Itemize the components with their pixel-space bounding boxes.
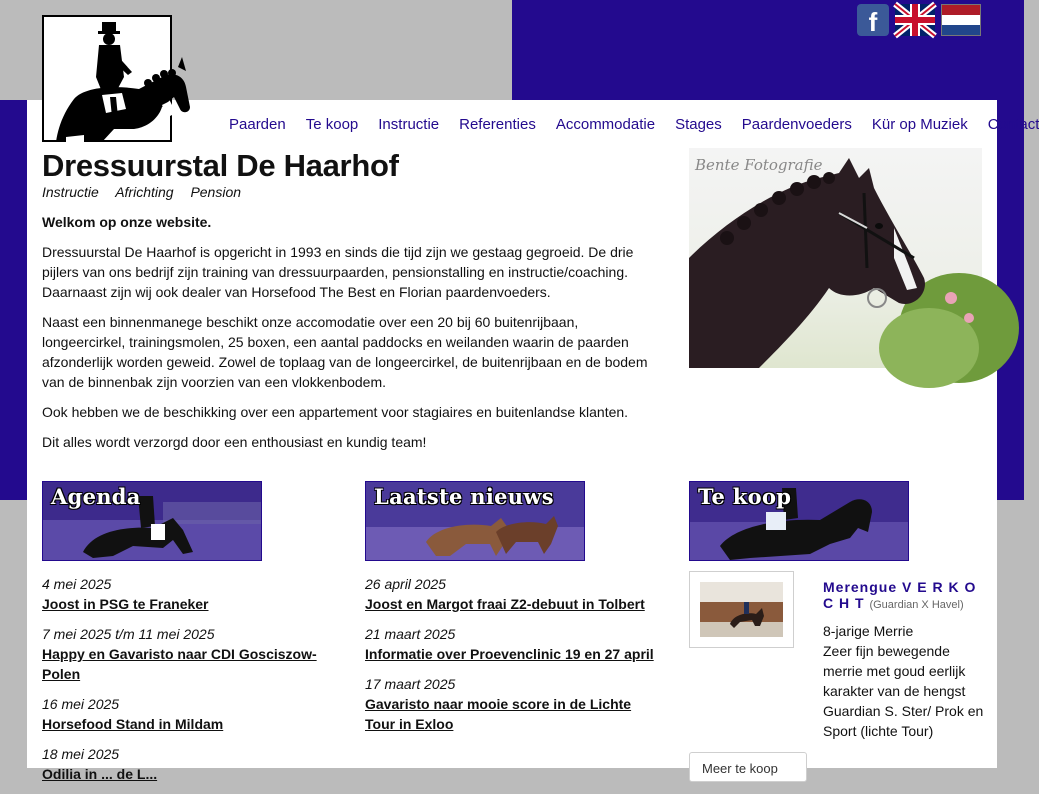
nav-item-paarden[interactable]: Paarden <box>229 116 286 133</box>
news-item <box>365 574 655 614</box>
intro-text <box>42 212 662 462</box>
news-link[interactable]: Gavaristo naar mooie score in de Lichte Tour in Exloo <box>365 696 632 732</box>
subtitle-africhting: Africhting <box>115 184 174 200</box>
nav-item-contact[interactable]: Contact <box>987 116 1039 133</box>
nav-item-instructie[interactable]: Instructie <box>378 116 440 133</box>
agenda-item <box>42 574 332 614</box>
agenda-banner-title: Agenda <box>51 484 141 509</box>
page-title: Dressuurstal De Haarhof <box>42 148 399 183</box>
sale-pedigree: (Guardian X Havel) <box>869 599 964 611</box>
page-subtitle <box>42 184 254 200</box>
sale-banner-title: Te koop <box>698 484 792 509</box>
news-list <box>365 574 655 734</box>
news-date: 17 maart 2025 <box>365 676 456 692</box>
agenda-link[interactable]: Happy en Gavaristo naar CDI Gosciszow-Polen <box>42 646 317 682</box>
subtitle-instructie: Instructie <box>42 184 99 200</box>
news-item <box>365 674 655 734</box>
nav-item-stages[interactable]: Stages <box>675 116 722 133</box>
news-date: 21 maart 2025 <box>365 626 456 642</box>
agenda-date: 4 mei 2025 <box>42 576 112 592</box>
agenda-item <box>42 624 332 684</box>
news-column <box>365 481 655 744</box>
sale-thumbnail[interactable] <box>689 571 794 648</box>
intro-paragraph-3: Ook hebben we de beschikking over een appartement voor stagiaires en buitenlandse klanten. <box>42 404 629 420</box>
subtitle-pension: Pension <box>190 184 242 200</box>
sale-horse-name-text[interactable]: Merengue V E R K O C H T <box>823 579 977 611</box>
agenda-list <box>42 574 332 784</box>
sale-banner[interactable] <box>689 481 909 561</box>
nav-item-paardenvoeders[interactable]: Paardenvoeders <box>741 116 852 133</box>
news-link[interactable]: Informatie over Proevenclinic 19 en 27 april <box>365 646 654 662</box>
sale-column <box>689 481 979 561</box>
news-banner-title: Laatste nieuws <box>374 484 554 509</box>
agenda-date: 18 mei 2025 <box>42 746 120 762</box>
agenda-link[interactable]: Joost in PSG te Franeker <box>42 596 209 612</box>
welcome-heading: Welkom op onze website. <box>42 214 212 230</box>
news-link[interactable]: Joost en Margot fraai Z2-debuut in Tolbert <box>365 596 645 612</box>
agenda-date: 16 mei 2025 <box>42 696 120 712</box>
agenda-item <box>42 694 332 734</box>
news-item <box>365 624 655 664</box>
sale-description: 8-jarige Merrie Zeer fijn bewegende merrie met goud eerlijk karakter van de hengst Guardian S. Ster/ Prok en Sport (lichte Tour) <box>823 623 984 739</box>
sale-info <box>823 579 985 741</box>
intro-paragraph-2: Naast een binnenmanege beschikt onze accomodatie over een 20 bij 60 buitenrijbaan, longeercirkel, trainingsmolen, 25 boxen, een aantal paddocks en weilanden waarin de paarden afzonderlijk worden geweid. Zowel de toplaag van de longeercirkel, de buitenrijbaan en de bodem van de binnenbak zijn voorzien van een vlokkenbodem. <box>42 314 648 390</box>
facebook-icon[interactable]: f <box>857 4 889 36</box>
intro-paragraph-4: Dit alles wordt verzorgd door een enthousiast en kundig team! <box>42 434 427 450</box>
sale-horse-name[interactable] <box>823 579 985 613</box>
more-for-sale-button[interactable]: Meer te koop <box>689 752 807 782</box>
hero-horse-image <box>689 148 982 368</box>
hero-watermark: Bente Fotografie <box>695 156 823 174</box>
news-date: 26 april 2025 <box>365 576 446 592</box>
nav-item-kur-op-muziek[interactable]: Kür op Muziek <box>871 116 968 133</box>
nav-item-referenties[interactable]: Referenties <box>459 116 536 133</box>
news-banner[interactable] <box>365 481 585 561</box>
nav-item-te-koop[interactable]: Te koop <box>305 116 359 133</box>
uk-flag-icon[interactable] <box>895 4 935 36</box>
site-logo[interactable] <box>42 15 172 142</box>
agenda-date: 7 mei 2025 t/m 11 mei 2025 <box>42 626 215 642</box>
agenda-link[interactable]: Horsefood Stand in Mildam <box>42 716 224 732</box>
agenda-item <box>42 744 332 784</box>
nl-flag-icon[interactable] <box>941 4 981 36</box>
agenda-column <box>42 481 332 794</box>
intro-paragraph-1: Dressuurstal De Haarhof is opgericht in 1993 en sinds die tijd zijn we gestaag gegroeid. De drie pijlers van ons bedrijf zijn training van dressuurpaarden, pensionstalling en instructie/coaching. Daarnaast zijn wij ook dealer van Horsefood The Best en Florian paardenvoeders. <box>42 244 634 300</box>
dressage-rider-logo-icon <box>44 17 194 144</box>
language-social-bar <box>857 4 981 36</box>
main-nav <box>229 116 1039 133</box>
nav-item-accommodatie[interactable]: Accommodatie <box>555 116 656 133</box>
agenda-link[interactable]: Odilia in ... de L... <box>42 766 158 782</box>
agenda-banner[interactable] <box>42 481 262 561</box>
